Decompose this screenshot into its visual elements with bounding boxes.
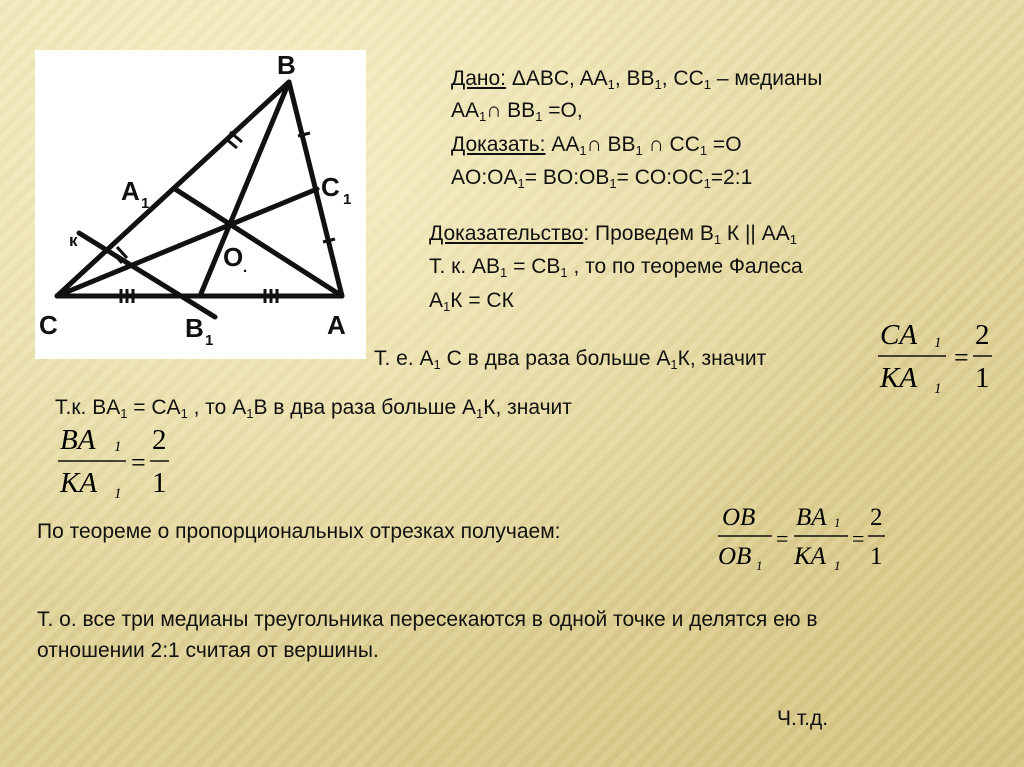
fraction-ba1-ka1 bbox=[56, 420, 172, 504]
svg-text:=: = bbox=[852, 526, 865, 551]
svg-text:CA: CA bbox=[880, 319, 918, 351]
svg-text:BA: BA bbox=[796, 504, 827, 531]
conclusion-line-1: Т. о. все три медианы треугольника пересекаются в одной точке и делятся ею в bbox=[37, 608, 818, 631]
svg-text:KA: KA bbox=[880, 362, 918, 394]
svg-text:1: 1 bbox=[975, 362, 990, 394]
given-line-2: $AA_1\cap$ $BB_1 =O$, bbox=[451, 99, 583, 124]
svg-text:OB: OB bbox=[718, 543, 752, 570]
segment-b1k bbox=[79, 233, 215, 317]
conclusion-line-2: отношении 2:1 считая от вершины. bbox=[37, 639, 379, 662]
given-label: Дано: bbox=[451, 67, 507, 90]
svg-text:KA: KA bbox=[794, 543, 826, 570]
svg-text:2: 2 bbox=[870, 504, 883, 531]
svg-text:1: 1 bbox=[834, 515, 841, 530]
point-label-a1: A bbox=[121, 176, 140, 206]
svg-text:OB: OB bbox=[722, 504, 756, 531]
fraction-ob-ob1-ba1-ka1 bbox=[716, 502, 888, 576]
triangle-figure bbox=[35, 50, 366, 359]
point-label-c1: C bbox=[321, 172, 340, 202]
step1-text: Т. е. $A_1$ C в два раза больше $A_1К$, значит bbox=[374, 347, 767, 372]
proof-line-1: Доказательство: Проведем $B_1$ К || $AA_1$ bbox=[429, 222, 797, 247]
svg-text:1: 1 bbox=[152, 467, 167, 499]
proof-label: Доказательство bbox=[429, 222, 584, 245]
svg-text:=: = bbox=[954, 343, 969, 372]
ratio-line: $AO:OA_1=$ $BO:OB_1=$ $CO:OC_1=2:1$ bbox=[451, 166, 753, 191]
svg-text:1: 1 bbox=[934, 381, 942, 397]
point-label-c1-sub: 1 bbox=[343, 191, 352, 208]
given-line-1: Дано: ΔABC, $AA_1$, $BB_1$, $CC_1$ – медианы bbox=[451, 67, 823, 92]
svg-text:=: = bbox=[131, 448, 146, 477]
prove-label: Доказать: bbox=[451, 133, 546, 156]
vertex-label-c: C bbox=[39, 310, 58, 340]
point-label-a1-sub: 1 bbox=[141, 195, 150, 212]
svg-text:1: 1 bbox=[834, 558, 841, 573]
vertex-label-a: A bbox=[327, 310, 346, 340]
triangle-abc bbox=[57, 82, 342, 296]
fraction-ca1-ka1 bbox=[874, 315, 994, 399]
proof-line-2: Т. к. $AB_1 = CB_1$ , то по теореме Фалеса bbox=[429, 255, 803, 280]
svg-text:=: = bbox=[776, 526, 789, 551]
svg-text:KA: KA bbox=[60, 467, 98, 499]
svg-text:2: 2 bbox=[975, 319, 990, 351]
svg-text:1: 1 bbox=[934, 335, 942, 351]
svg-text:1: 1 bbox=[114, 439, 122, 455]
prove-line: Доказать: $AA_1\cap$ $BB_1$ ∩ $CC_1 =O$ bbox=[451, 133, 742, 158]
step2-text: Т.к. $BA_1 = CA_1$ , то $A_1B$ в два раза больше $A_1К$, значит bbox=[55, 396, 572, 421]
triangle-diagram bbox=[35, 50, 366, 359]
step3-text: По теореме о пропорциональных отрезках получаем: bbox=[37, 520, 561, 543]
point-label-o: O bbox=[223, 242, 244, 272]
svg-text:1: 1 bbox=[870, 543, 883, 570]
svg-text:BA: BA bbox=[60, 424, 96, 456]
point-label-k: к bbox=[69, 231, 78, 250]
point-label-b1-sub: 1 bbox=[205, 332, 214, 349]
vertex-label-b: B bbox=[277, 50, 296, 80]
point-label-o-sub: . bbox=[243, 259, 248, 276]
svg-text:1: 1 bbox=[114, 486, 122, 502]
qed-text: Ч.т.д. bbox=[777, 707, 829, 730]
point-label-b1: B bbox=[185, 313, 204, 343]
proof-line-3: $A_1К$ = CК bbox=[429, 289, 514, 314]
svg-text:2: 2 bbox=[152, 424, 167, 456]
svg-text:1: 1 bbox=[756, 558, 763, 573]
